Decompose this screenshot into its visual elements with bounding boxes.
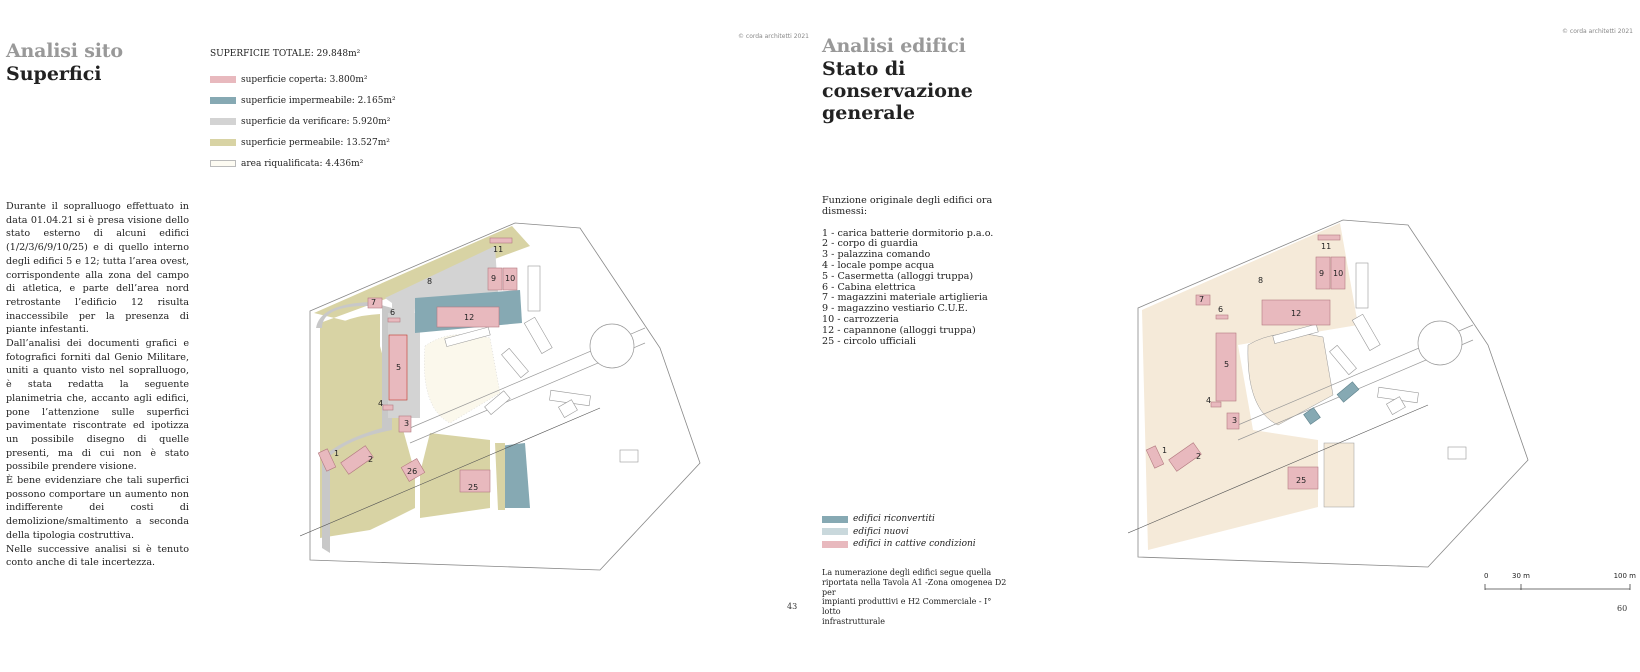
map-label: 11 — [493, 245, 504, 254]
map-label: 6 — [390, 308, 396, 317]
legend-item — [210, 132, 396, 153]
paragraph: Dall’analisi dei documenti grafici e fotografici forniti dal Genio Militare, uniti a quanto visto nel sopralluogo, è stata redatta la seguente planimetria che, accanto agli edifici, pone l’attenzione sulle superfici pavimentate riscontrate ed ipotizza un possibile disegno di quelle presenti, ma di cui non è stato possibile prendere visione. — [6, 338, 189, 473]
legend-swatch — [210, 160, 236, 167]
legend-item — [210, 69, 396, 90]
map-label: 11 — [1321, 242, 1332, 251]
title-line: generale — [822, 102, 915, 124]
note-line: infrastrutturale — [822, 616, 886, 626]
list-item: 2 - corpo di guardia — [822, 238, 918, 250]
scale-bar — [1484, 572, 1636, 598]
page-number: 60 — [1617, 604, 1628, 613]
page-title: Superfici — [6, 63, 102, 85]
right-page — [820, 0, 1640, 672]
legend-swatch — [210, 76, 236, 83]
list-item: 1 - carica batterie dormitorio p.a.o. — [822, 227, 994, 239]
map-label: 9 — [491, 274, 497, 283]
building-11 — [490, 238, 512, 243]
copyright-note: © corda architetti 2021 — [1562, 28, 1634, 35]
building-function-list — [822, 196, 993, 347]
intro-line: dismessi: — [822, 205, 868, 217]
note-line: La numerazione degli edifici segue quella — [822, 568, 992, 577]
list-intro — [822, 196, 993, 218]
map-label: 25 — [1296, 476, 1307, 485]
scale-line — [1484, 583, 1632, 591]
building-11 — [1318, 235, 1340, 240]
legend-label: superficie impermeabile: 2.165m² — [241, 95, 396, 106]
note-line: impianti produttivi e H2 Commerciale - I° lotto — [822, 597, 992, 617]
building-6 — [1216, 315, 1228, 319]
legend-label: edifici nuovi — [853, 526, 909, 537]
paragraph: È bene evidenziare che tali superfici possono comportare un aumento non indifferente dei costi di demolizione/smaltimento a seconda della tipologia costruttiva. — [6, 475, 189, 541]
paragraph: Nelle successive analisi si è tenuto conto anche di tale incertezza. — [6, 543, 189, 569]
legend-swatch — [822, 516, 848, 523]
map-label: 12 — [1291, 309, 1302, 318]
legend-label: edifici in cattive condizioni — [853, 539, 976, 550]
east-plot — [1324, 443, 1354, 507]
note-line: riportata nella Tavola A1 -Zona omogenea D2 per — [822, 577, 1007, 597]
map-label: 8 — [1258, 276, 1264, 285]
map-label: 7 — [1199, 295, 1205, 304]
map-label: 12 — [464, 313, 475, 322]
legend-label: edifici riconvertiti — [853, 514, 935, 525]
intro-line: Funzione originale degli edifici ora — [822, 195, 993, 206]
roundabout — [590, 324, 634, 368]
legend-item — [210, 90, 396, 111]
body-text — [6, 200, 189, 570]
condition-legend — [822, 513, 976, 551]
page-title — [822, 58, 973, 124]
legend-swatch — [822, 528, 848, 535]
legend-swatch — [210, 97, 236, 104]
section-title: Analisi edifici — [822, 35, 966, 57]
legend-swatch — [822, 541, 848, 548]
legend-item — [822, 526, 976, 539]
list-item: 7 - magazzini materiale artiglieria — [822, 292, 988, 304]
title-line: conservazione — [822, 80, 973, 102]
map-label: 2 — [368, 455, 374, 464]
numbering-note — [822, 568, 1007, 627]
legend-swatch — [210, 118, 236, 125]
page-number: 43 — [787, 602, 798, 611]
roundabout — [1418, 321, 1462, 365]
legend-swatch — [210, 139, 236, 146]
legend-total: SUPERFICIE TOTALE: 29.848m² — [210, 49, 361, 59]
list-item: 5 - Casermetta (alloggi truppa) — [822, 270, 974, 282]
legend-label: superficie da verificare: 5.920m² — [241, 116, 391, 127]
building-4 — [1211, 402, 1221, 407]
map-label: 4 — [378, 399, 384, 408]
section-title: Analisi sito — [6, 40, 123, 62]
legend-label: area riqualificata: 4.436m² — [241, 158, 364, 169]
list-item: 25 - circolo ufficiali — [822, 335, 916, 347]
map-label: 3 — [1232, 416, 1238, 425]
list-item: 4 - locale pompe acqua — [822, 259, 935, 271]
map-label: 7 — [371, 298, 377, 307]
map-label: 8 — [427, 277, 433, 286]
legend-item — [210, 153, 396, 174]
map-label: 4 — [1206, 396, 1212, 405]
list-item: 6 - Cabina elettrica — [822, 281, 916, 293]
copyright-note: © corda architetti 2021 — [738, 33, 810, 40]
building-6 — [388, 318, 400, 322]
list-item: 10 - carrozzeria — [822, 313, 899, 325]
legend-item — [822, 513, 976, 526]
map-label: 26 — [407, 467, 418, 476]
legend-item — [822, 538, 976, 551]
map-label: 10 — [1333, 269, 1344, 278]
map-label: 5 — [396, 363, 402, 372]
map-label: 3 — [404, 419, 410, 428]
legend-item — [210, 111, 396, 132]
surface-legend — [210, 49, 396, 174]
map-label: 9 — [1319, 269, 1325, 278]
list-item: 9 - magazzino vestiario C.U.E. — [822, 303, 968, 315]
map-label: 1 — [1162, 446, 1168, 455]
list-item: 12 - capannone (alloggi truppa) — [822, 324, 976, 336]
map-label: 6 — [1218, 305, 1224, 314]
map-label: 5 — [1224, 360, 1230, 369]
scale-label: 0 — [1484, 572, 1489, 580]
map-label: 1 — [334, 449, 340, 458]
paragraph: Durante il sopralluogo effettuato in data 01.04.21 si è presa visione dello stato esterno di alcuni edifici (1/2/3/6/9/10/25) e di quello interno degli edifici 5 e 12; tutta l’area ovest, corrispondente alla zona del campo di atletica, e parte dell’area nord retrostante l’edificio 12 risulta inaccessibile per la presenza di piante infestanti. — [6, 201, 189, 336]
scale-label: 100 m — [1613, 572, 1636, 580]
map-label: 10 — [505, 274, 516, 283]
legend-label: superficie permeabile: 13.527m² — [241, 137, 390, 148]
site-plan-conservation — [1128, 215, 1533, 570]
building-4 — [383, 405, 393, 410]
list-item: 3 - palazzina comando — [822, 249, 931, 261]
site-plan-surfaces — [300, 218, 705, 573]
map-label: 25 — [468, 483, 479, 492]
legend-label: superficie coperta: 3.800m² — [241, 74, 368, 85]
scale-label: 30 m — [1512, 572, 1530, 580]
map-label: 2 — [1196, 452, 1202, 461]
title-line: Stato di — [822, 58, 906, 80]
